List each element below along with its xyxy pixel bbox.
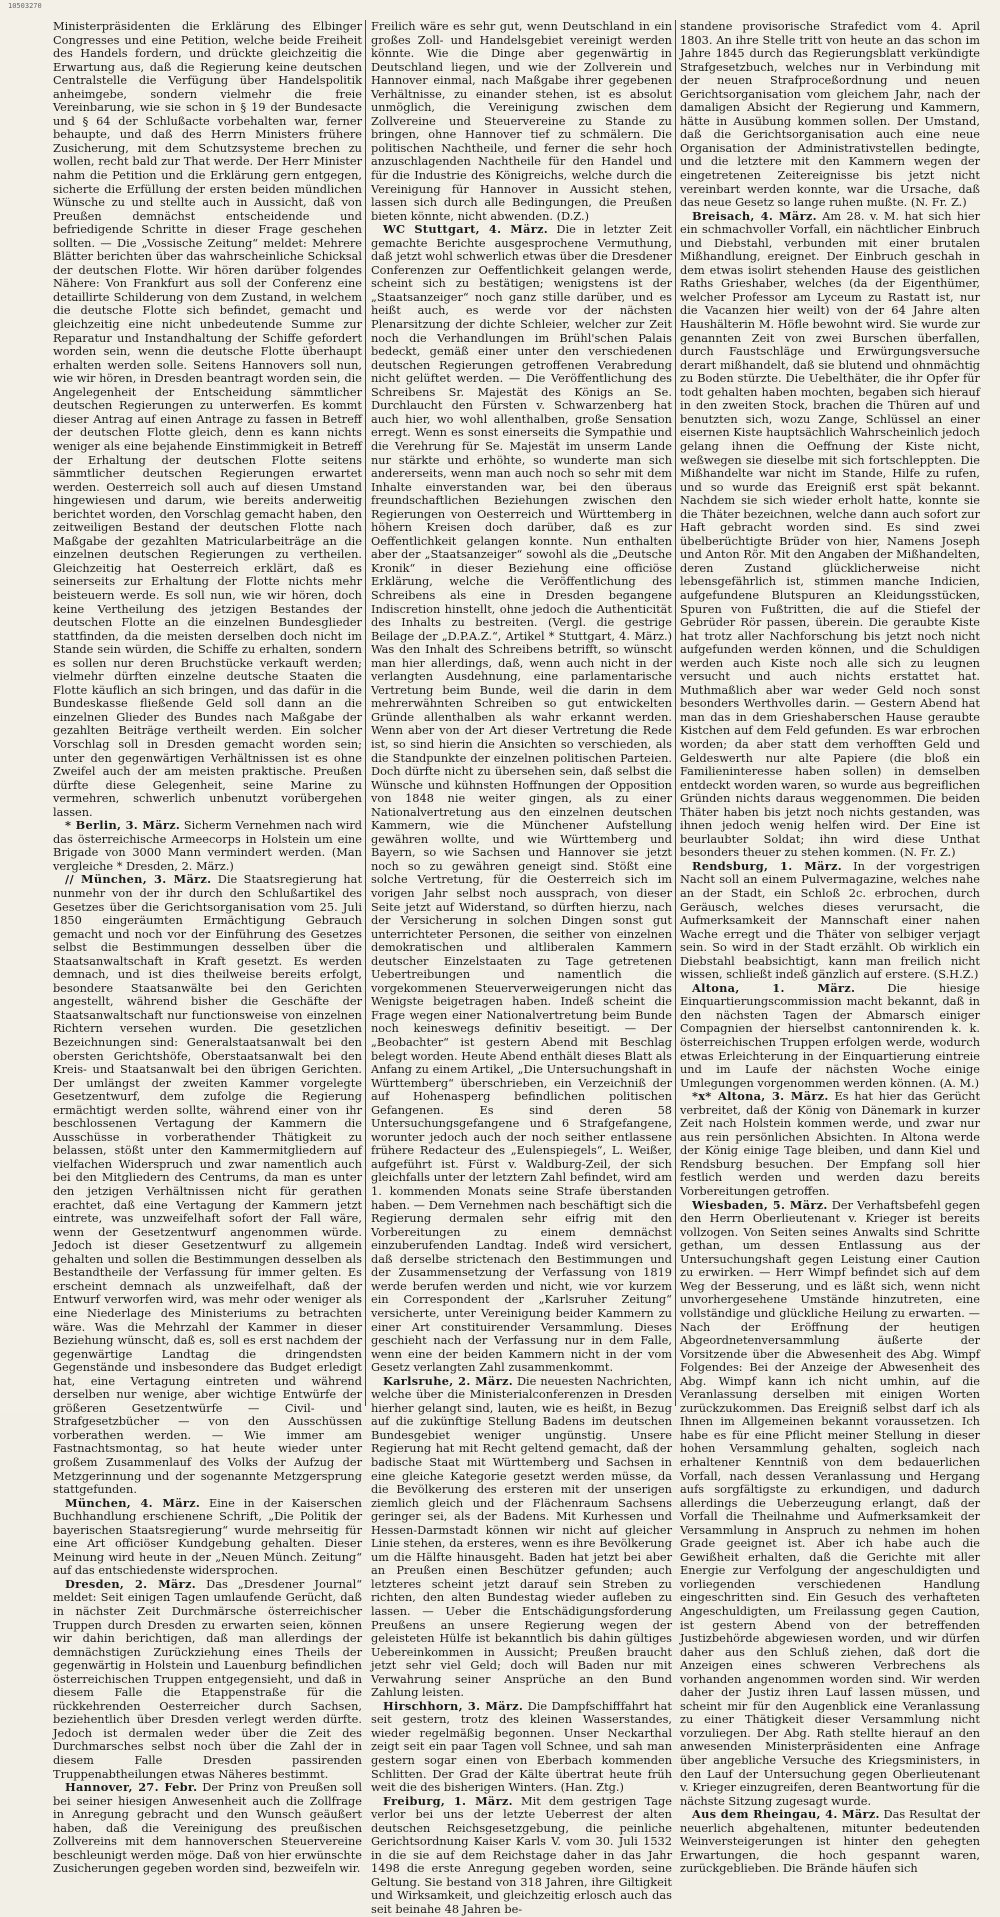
article-text: Die in letzter Zeit gemachte Berichte ausgesprochene Vermuthung, daß jetzt wohl schwerlich etwas über die Dresdener Conferenzen zur Oeffentlichkeit gelangen werde, scheint sich zu bestätigen; wenigstens ist der „Staatsanzeiger“ noch ganz stille darüber, und es heißt auch, es werde vor der nächsten Plenarsitzung der dichte Schleier, welcher zur Zeit noch die Verhandlungen im Brühl'schen Palais bedeckt, gemäß einer unter den verschiedenen deutschen Regierungen getroffenen Verabredung nicht gelüftet werden. — Die Veröffentlichung des Schreibens Sr. Majestät des Königs an Se. Durchlaucht den Fürsten v. Schwarzenberg hat auch hier, wo wohl allenthalben, große Sensation erregt. Wenn es sonst einerseits die Sympathie und die Verehrung für Se. Majestät im unserm Lande nur stärkte und erhöhte, so wunderte man sich andererseits, wenn man auch noch so sehr mit dem Inhalte einverstanden war, bei den überaus freundschaftlichen Beziehungen zwischen den Regierungen von Oesterreich und Württemberg in höhern Kreisen doch darüber, daß es zur Oeffentlichkeit gelangen konnte. Nun enthalten aber der „Staatsanzeiger“ sowohl als die „Deutsche Kronik“ in dieser Beziehung eine officiöse Erklärung, welche die Veröffentlichung des Schreibens als eine in Dresden begangene Indiscretion hinstellt, ohne jedoch die Authenticität des Inhalts zu bestreiten. (Vergl. die gestrige Beilage der „D.P.A.Z.“, Artikel * Stuttgart, 4. März.) Was den Inhalt des Schreibens betrifft, so wünscht man hier allerdings, daß, wenn auch nicht in der verlangten Ausdehnung, eine parlamentarische Vertretung beim Bunde, weil die darin in dem mehrerwähnten Schreiben so gut entwickelten Gründe allenthalben als wahr erkannt werden. Wenn aber von der Art dieser Vertretung die Rede ist, so sind hierin die Ansichten so verschieden, als die Standpunkte der einzelnen politischen Parteien. Doch dürfte nicht zu übersehen sein, daß selbst die Wünsche und kühnsten Hoffnungen der Opposition von 1848 nie weiter gingen, als zu einer Nationalvertretung aus den einzelnen deutschen Kammern, wie die Münchener Aufstellung gewähren wollte, und wie Württemberg und Bayern, so wie Sachsen und Hannover sie jetzt noch so zu gewähren geneigt sind. Stößt eine solche Vertretung, für die Oesterreich sich im vorigen Jahr selbst noch aussprach, von dieser Seite jetzt auf Widerstand, so dürften hierzu, nach der Versicherung in solchen Dingen sonst gut unterrichteter Personen, die seither von einzelnen demokratischen und altliberalen Kammern deutscher Einzelstaaten zu Tage getretenen Uebertreibungen und namentlich die vorgekommenen Steuerverweigerungen nicht das Wenigste beigetragen haben. Indeß scheint die Frage wegen einer Nationalvertretung beim Bunde noch keineswegs definitiv beseitigt. — Der „Beobachter“ ist gestern Abend mit Beschlag belegt worden. Heute Abend enthält dieses Blatt als Anfang zu einem Artikel, „Die Untersuchungshaft in Württemberg“ überschrieben, ein Verzeichniß der auf Hohenasperg befindlichen politischen Gefangenen. Es sind deren 58 Untersuchungsgefangene und 6 Strafgefangene, worunter jedoch auch der noch seither entlassene frühere Redacteur des „Eulenspiegels“, L. Weißer, aufgeführt ist. Fürst v. Waldburg-Zeil, der sich gleichfalls unter der letztern Zahl befindet, wird am 1. kommenden Monats seine Strafe überstanden haben. — Dem Vernehmen nach beschäftigt sich die Regierung dermalen sehr eifrig mit den Vorbereitungen zu einem demnächst einzuberufenden Landtag. Indeß wird versichert, daß derselbe strictenach den Bestimmungen und der Zusammensetzung der Verfassung von 1819 werde berufen werden und nicht, wie vor kurzem ein Correspondent der „Karlsruher Zeitung“ versicherte, unter Vereinigung beider Kammern zu einer Art constituirender Versammlung. Dieses geschieht nach der Verfassung nur in dem Falle, wenn eine der beiden Kammern nicht in der vom Gesetz verlangten Zahl zusammenkommt. [371, 222, 672, 1375]
article-paragraph [53, 1497, 362, 1578]
article-paragraph [371, 223, 672, 1374]
article-text: standene provisorische Strafedict vom 4. April 1803. An ihre Stelle tritt von heute an das schon im Jahre 1845 durch das Regierungsblatt verkündigte Strafgesetzbuch, welches nur in Verbindung mit der neuen Strafproceßordnung und neuen Gerichtsorganisation vom gleichem Jahr, nach der damaligen Absicht der Regierung und Kammern, hätte in Ausübung kommen sollen. Der Umstand, daß die Gerichtsorganisation auch eine neue Organisation der Administrativstellen bedingte, und die letztere mit den Kammern wegen der eingetretenen Zeitereignisse bis jetzt nicht vereinbart werden konnte, war die Ursache, daß das neue Gesetz so lange ruhen mußte. (N. Fr. Z.) [680, 19, 980, 210]
dateline: // München, 3. März. [65, 872, 212, 887]
article-text: Der Prinz von Preußen soll bei seiner hiesigen Anwesenheit auch die Zollfrage in Anregung gebracht und den Wunsch geäußert haben, daß die Vereinigung des preußischen Zollvereins mit dem hannoverschen Steuervereine beschleunigt werden möge. Daß von hier erwünschte Zusicherungen gegeben worden sind, bezweifeln wir. [53, 1780, 363, 1876]
dateline: Dresden, 2. März. [65, 1576, 196, 1591]
article-text: Das „Dresdener Journal“ meldet: Seit einigen Tagen umlaufende Gerücht, daß in nächster Zeit Durchmärsche österreichischer Truppen durch Dresden zu erwarten seien, können wir dahin berichtigen, daß man allerdings der demnächstigen Zurückziehung eines Theils der gegenwärtig in Holstein und Lauenburg befindlichen österreichischen Truppen entgegensieht, und daß in diesem Falle die Etappenstraße für die rückkehrenden Oesterreicher durch Sachsen, beziehentlich über Dresden verlegt werden dürfte. Jedoch ist dermalen weder über die Zeit des Durchmarsches selbst noch über die Zahl der in diesem Falle Dresden passirenden Truppenabtheilungen etwas Näheres bestimmt. [53, 1576, 362, 1781]
article-text: Es hat hier das Gerücht verbreitet, daß der König von Dänemark in kurzer Zeit nach Holstein kommen werde, und zwar nur aus rein persönlichen Absichten. In Altona werde der König einige Tage bleiben, und dann Kiel und Rendsburg besuchen. Der Empfang soll hier festlich werden und werden dazu bereits Vorbereitungen getroffen. [680, 1089, 981, 1199]
article-text: Eine in der Kaiserschen Buchhandlung erschienene Schrift, „Die Politik der bayerischen Staatsregierung“ wurde mehrseitig für eine Art officiöser Kundgebung gehalten. Dieser Meinung wird heute in der „Neuen Münch. Zeitung“ auf das entschiedenste widersprochen. [53, 1495, 362, 1578]
article-text: Ministerpräsidenten die Erklärung des Elbinger Congresses und eine Petition, welche beide Freiheit des Handels fordern, und drückte gleichzeitig die Erwartung aus, daß die Regierung keine deutschen Centralstelle die Verfügung über Handelspolitik anheimgebe, sondern vielmehr die freie Vereinbarung, wie sie schon in § 19 der Bundesacte und § 64 der Schlußacte vorbehalten war, ferner behaupte, und daß des Herrn Ministers frühere Zusicherung, mit dem Schutzsysteme brechen zu wollen, recht bald zur That werde. Der Herr Minister nahm die Petition und die Erklärung gern entgegen, sicherte die Erfüllung der ersten beiden mündlichen Wünsche zu und stellte auch in Aussicht, daß von Preußen demnächst entscheidende und befriedigende Schritte in dieser Frage geschehen sollten. — Die „Vossische Zeitung“ meldet: Mehrere Blätter berichten über das wahrscheinliche Schicksal der deutschen Flotte. Wir hören darüber folgendes Nähere: Von Frankfurt aus soll der Conferenz eine detaillirte Schilderung von dem Zustand, in welchem die deutsche Flotte sich befindet, gemacht und gleichzeitig eine nicht unbedeutende Summe zur Reparatur und Instandhaltung der Schiffe gefordert worden sein, wenn die deutsche Flotte überhaupt erhalten werden solle. Seitens Hannovers soll nun, wie wir hören, in Dresden beantragt worden sein, die Angelegenheit der Entscheidung sämmtlicher deutschen Regierungen zu unterwerfen. Es kommt dieser Antrag auf einen Antrage zu fassen in Betreff der deutschen Flotte gleich, denn es kann nichts weniger als eine bejahende Einstimmigkeit in Betreff der Erhaltung der deutschen Flotte seitens sämmtlicher deutschen Regierungen erwartet werden. Oesterreich soll auch auf diesen Umstand hingewiesen und darum, wie bereits anderweitig berichtet worden, den Vorschlag gemacht haben, den zeitweiligen Bestand der deutschen Flotte nach Maßgabe der gezahlten Matricularbeiträge an die einzelnen deutschen Regierungen zu vertheilen. Gleichzeitig hat Oesterreich erklärt, daß es seinerseits zur Erhaltung der Flotte nichts mehr beisteuern werde. Es soll nun, wie wir hören, doch keine Vertheilung des jetzigen Bestandes der deutschen Flotte an die einzelnen Bundesglieder stattfinden, da die meisten derselben doch nicht im Stande sein würden, die Schiffe zu erhalten, sondern es sollen nur deren Bruchstücke verkauft werden; vielmehr dürften einzelne deutsche Staaten die Flotte käuflich an sich bringen, und das dafür in die Bundeskasse fließende Geld soll dann an die einzelnen Glieder des Bundes nach Maßgabe der gezahlten Beiträge vertheilt werden. Ein solcher Vorschlag soll in Dresden gemacht worden sein; unter den gegenwärtigen Verhältnissen ist es ohne Zweifel auch der am meisten praktische. Preußen dürfte diese Gelegenheit, seine Marine zu vermehren, schwerlich unbenutzt vorübergehen lassen. [53, 19, 362, 819]
dateline: Breisach, 4. März. [692, 208, 817, 223]
column-rule [365, 20, 366, 1406]
dateline: Wiesbaden, 5. März. [692, 1197, 828, 1212]
article-paragraph [371, 1795, 672, 1917]
dateline: WC Stuttgart, 4. März. [383, 222, 549, 237]
dateline: Freiburg, 1. März. [383, 1793, 513, 1808]
column-rule [675, 20, 676, 1406]
dateline: Rendsburg, 1. März. [692, 858, 843, 873]
article-paragraph [680, 20, 980, 210]
article-paragraph [680, 1808, 980, 1876]
article-text: In der vorgestrigen Nacht soll an einem Pulvermagazine, welches nahe an der Stadt, ein Schloß 2c. erbrochen, durch Geräusch, welches dieses verursacht, die Aufmerksamkeit der Mannschaft einer nahen Wache erregt und die Thäter von selbiger verjagt sein. So wird in der Stadt erzählt. Ob wirklich ein Diebstahl beabsichtigt, kann man freilich nicht wissen, schließt indeß gänzlich auf erstere. (S.H.Z.) [680, 858, 980, 982]
article-text: Die hiesige Einquartierungscommission macht bekannt, daß in den nächsten Tagen der Abmarsch einiger Compagnien der hierselbst cantonnirenden k. k. österreichischen Truppen erfolgen werde, wodurch etwas Erleichterung in der Einquartierung eintreie und im Laufe der nächsten Woche einige Umlegungen vorgenommen werden können. (A. M.) [680, 980, 980, 1090]
article-text: Die Staatsregierung hat nunmehr von der ihr durch den Schlußartikel des Gesetzes über die Gerichtsorganisation vom 25. Juli 1850 eingeräumten Ermächtigung Gebrauch gemacht und noch vor der Einführung des Gesetzes selbst die Bestimmungen desselben über die Staatsanwaltschaft in Kraft gesetzt. Es werden demnach, und ist dies theilweise bereits erfolgt, besondere Staatsanwälte bei den Gerichten angestellt, während bisher die Geschäfte der Staatsanwaltschaft nur functionsweise von einzelnen Richtern versehen wurden. Die gesetzlichen Bezeichnungen sind: Generalstaatsanwalt bei den obersten Gerichtshöfe, Oberstaatsanwalt bei den Kreis- und Staatsanwalt bei den übrigen Gerichten. Der umlängst der zweiten Kammer vorgelegte Gesetzentwurf, dem zufolge die Regierung ermächtigt werden sollte, während einer von ihr beschlossenen Vertagung der Kammern die Ausschüsse in vorberathender Thätigkeit zu belassen, stößt unter den Kammermitgliedern auf vielfachen Widerspruch und zwar namentlich auch bei den Mitgliedern des Centrums, da man es unter den jetzigen Verhältnissen nicht für gerathen erachtet, daß eine Vertagung der Kammern jetzt eintrete, was unzweifelhaft sofort der Fall wäre, wenn der Gesetzentwurf angenommen würde. Jedoch ist dieser Gesetzentwurf zu allgemein gehalten und sollen die Bestimmungen desselben als Bestandtheile der Verfassung für immer gelten. Es erscheint demnach als unzweifelhaft, daß der Entwurf verworfen wird, was mehr oder weniger als eine Niederlage des Ministeriums zu betrachten wäre. Was die Mehrzahl der Kammer in dieser Beziehung wünscht, daß es, soll es erst nachdem der gegenwärtige Landtag die dringendsten Gegenstände und insbesondere das Budget erledigt hat, eine Vertagung eintreten und während derselben nur wenige, aber wichtige Entwürfe der größeren Gesetzentwürfe — Civil- und Strafgesetzbücher — von den Ausschüssen vorberathen werden. — Wie immer am Fastnachtsmontag, so hat heute wieder unter großem Zusammenlauf des Volks der Aufzug der Metzgerinnung und der sogenannte Metzgersprung stattgefunden. [53, 872, 362, 1497]
article-text: Die Dampfschifffahrt hat seit gestern, trotz des kleinen Wasserstandes, wieder regelmäßig begonnen. Unser Neckarthal zeigt seit ein paar Tagen voll Schnee, und sah man gestern sogar einen von Eberbach kommenden Schlitten. Der Grad der Kälte übertrat heute früh weit die des bisherigen Winters. (Han. Ztg.) [371, 1698, 672, 1795]
article-text: Mit dem gestrigen Tage verlor bei uns der letzte Ueberrest der alten deutschen Reichsgesetzgebung, die peinliche Gerichtsordnung Kaiser Karls V. vom 30. Juli 1532 in die sie auf dem Reichstage daher in das Jahr 1498 die erste Anregung gegeben worden, seine Geltung. Sie bestand von 318 Jahren, ihre Giltigkeit und Wirksamkeit, und gleichzeitig erlosch auch das seit beinahe 48 Jahren be- [371, 1793, 672, 1917]
column-2 [371, 19, 672, 1917]
dateline: Karlsruhe, 2. März. [383, 1373, 513, 1388]
dateline: Aus dem Rheingau, 4. März. [692, 1807, 880, 1822]
article-paragraph [371, 20, 672, 223]
article-paragraph [371, 1375, 672, 1700]
article-text: Das Resultat der neuerlich abgehaltenen, mitunter bedeutenden Weinversteigerungen ist hinter den gehegten Erwartungen, die hoch gespannt waren, zurückgeblieben. Die Brände häufen sich [680, 1807, 981, 1876]
article-paragraph [53, 1781, 362, 1876]
article-paragraph [53, 1578, 362, 1781]
article-paragraph [53, 819, 362, 873]
article-paragraph [680, 1090, 980, 1198]
column-1 [53, 19, 363, 1876]
dateline: * Berlin, 3. März. [65, 818, 181, 833]
article-paragraph [53, 873, 362, 1496]
article-text: Freilich wäre es sehr gut, wenn Deutschland in ein großes Zoll- und Handelsgebiet vereinigt werden könnte. Wie die Dinge aber gegenwärtig in Deutschland liegen, und wie der Zollverein und Hannover einmal, nach Maßgabe ihrer gegebenen Verhältnisse, zu einander stehen, ist es absolut unmöglich, die Vereinigung zwischen dem Zollvereine und Steuervereine zu Stande zu bringen, ohne Hannover tief zu schmälern. Die politischen Nachtheile, und ferner die sehr hoch anzuschlagenden Nachtheile für den Handel und für die Industrie des Königreichs, welche durch die Vereinigung für Hannover in Aussicht stehen, lassen sich durch alle Bedingungen, die Preußen bieten könnte, nicht abwenden. (D.Z.) [371, 19, 672, 223]
article-paragraph [680, 982, 980, 1090]
article-text: Am 28. v. M. hat sich hier ein schmachvoller Vorfall, ein nächtlicher Einbruch und Diebstahl, verbunden mit einer brutalen Mißhandlung, ereignet. Der Einbruch geschah in dem etwas isolirt stehenden Hause des geistlichen Raths Grieshaber, welches (da der Eigenthümer, welcher Professor am Lyceum zu Rastatt ist, nur die Vacanzen hier weilt) von der 64 Jahre alten Haushälterin M. Höfle bewohnt wird. Sie wurde zur genannten Zeit von zwei Burschen überfallen, durch Faustschläge und Erwürgungsversuche derart mißhandelt, daß sie blutend und ohnmächtig zu Boden stürzte. Die Uebelthäter, die ihr Opfer für todt gehalten haben mochten, begaben sich hierauf in den zweiten Stock, brachen die Thüren auf und benutzten sich, wozu Zange, Schlüssel an einer eisernen Kiste hauptsächlich Wahrscheinlich jedoch gelang ihnen die Oeffnung der Kiste nicht, weßwegen sie dieselbe mit sich fortschleppten. Die Mißhandelte war nicht im Stande, Hilfe zu rufen, und so wurde das Ereigniß erst spät bekannt. Nachdem sie sich wieder erholt hatte, konnte sie die Thäter bezeichnen, welche dann auch sofort zur Haft gebracht worden sind. Es sind zwei übelberüchtigte Brüder von hier, Namens Joseph und Anton Rör. Mit den Angaben der Mißhandelten, deren Zustand glücklicherweise nicht lebensgefährlich ist, stimmen manche Indicien, aufgefundene Blutspuren an Kleidungsstücken, Spuren von Fußtritten, die auf die Stiefel der Gebrüder Rör passen, überein. Die geraubte Kiste hat trotz aller Nachforschung bis jetzt noch nicht aufgefunden werden können, und die Schuldigen werden auch Kiste noch alle sich zu leugnen versucht und auch nichts erstattet hat. Muthmaßlich aber war weder Geld noch sonst besonders Werthvolles darin. — Gestern Abend hat man das in dem Grieshaberschen Hause geraubte Kistchen auf dem Feld gefunden. Es war erbrochen worden; da aber statt dem verhofften Geld und Geldeswerth nur alte Papiere (die bloß ein Familieninteresse haben sollen) in demselben entdeckt worden waren, so wurde aus begreiflichen Gründen nichts daraus weggenommen. Die beiden Thäter haben bis jetzt noch nichts gestanden, was ihnen jedoch wenig helfen wird. Der Eine ist beurlaubter Soldat; ihn wird diese Unthat besonders theuer zu stehen kommen. (N. Fr. Z.) [680, 208, 980, 860]
article-paragraph [680, 860, 980, 982]
scan-id: 10503270 [8, 2, 42, 10]
article-text: Der Verhaftsbefehl gegen den Herrn Oberlieutenant v. Krieger ist bereits vollzogen. Von Seiten seines Anwalts sind Schritte gethan, um dessen Entlassung aus der Untersuchungshaft gegen Leistung einer Caution zu erwirken. — Herr Wimpf befindet sich auf dem Weg der Besserung, und es läßt sich, wenn nicht unvorhergesehene Umstände hinzutreten, eine vollständige und glückliche Heilung zu erwarten. — Nach der Eröffnung der heutigen Abgeordnetenversammlung äußerte der Vorsitzende über die Abwesenheit des Abg. Wimpf Folgendes: Bei der Anzeige der Abwesenheit des Abg. Wimpf kann ich nicht umhin, auf die Veranlassung derselben mit einigen Worten zurückzukommen. Das Ereigniß selbst darf ich als Ihnen im Allgemeinen bekannt voraussetzen. Ich habe es für eine Pflicht meiner Stellung in dieser hohen Versammlung gehalten, sogleich nach erhaltener Kenntniß von dem bedauerlichen Vorfall, nach dessen Veranlassung und Hergang aufs sorgfältigste zu erkundigen, und dadurch allerdings die Ueberzeugung erlangt, daß der Vorfall die Theilnahme und Aufmerksamkeit der Versammlung in Anspruch zu nehmen im hohen Grade geeignet ist. Aber ich habe auch die Gewißheit erhalten, daß die Gerichte mit aller Energie zur Verfolgung der angeschuldigten und vorliegenden verschiedenen Handlung eingeschritten sind. Ein Gesuch des verhafteten Angeschuldigten, um Freilassung gegen Caution, ist gestern Abend von der betreffenden Justizbehörde abgewiesen worden, und wir dürfen daher aus den Schluß ziehen, daß dort die Anzeigen eines schweren Verbrechens als vorhanden angenommen worden sind. Wir werden daher der Justiz ihren Lauf lassen müssen, und scheint mir für den Augenblick eine Veranlassung zu einer Thätigkeit dieser Versammlung nicht vorzuliegen. Der Abg. Rath stellte hierauf an den anwesenden Ministerpräsidenten eine Anfrage über angebliche Versuche des Kriegsministers, in den Lauf der Untersuchung gegen Oberlieutenant v. Krieger einzugreifen, deren Beantwortung für die nächste Sitzung zugesagt wurde. [680, 1197, 981, 1808]
article-paragraph [680, 210, 980, 860]
dateline: Hirschhorn, 3. März. [383, 1698, 524, 1713]
dateline: Hannover, 27. Febr. [65, 1780, 198, 1795]
article-paragraph [680, 1199, 980, 1809]
dateline: *x* Altona, 3. März. [692, 1089, 829, 1104]
article-paragraph [53, 20, 362, 819]
column-3 [680, 19, 981, 1876]
article-paragraph [371, 1700, 672, 1795]
article-text: Sicherm Vernehmen nach wird das österreichische Armeecorps in Holstein um eine Brigade von 3000 Mann vermindert werden. (Man vergleiche * Dresden, 2. März.) [53, 818, 363, 873]
article-text: Die neuesten Nachrichten, welche über die Ministerialconferenzen in Dresden hierher gelangt sind, lauten, wie es heißt, in Bezug auf die zukünftige Stellung Badens im deutschen Bundesgebiet weniger ungünstig. Unsere Regierung hat mit Recht geltend gemacht, daß der badische Staat mit Württemberg und Sachsen in eine gleiche Kategorie gesetzt werden müsse, da die Bevölkerung des ersteren mit der unserigen ziemlich gleich und der Flächenraum Sachsens geringer sei, als der Badens. Mit Kurhessen und Hessen-Darmstadt können wir nicht auf gleicher Linie stehen, da ersteres, wenn es ihre Bevölkerung um die Hälfte hinausgeht. Baden hat jetzt bei aber an Preußen einen Beschützer gefunden; auch letzteres scheint jetzt darauf sein Streben zu richten, den alten Bundestag wieder aufleben zu lassen. — Ueber die Entschädigungsforderung Preußens an unsere Regierung wegen der geleisteten Hülfe ist bekanntlich bis dahin gültiges Uebereinkommen in Aussicht; Preußen braucht jetzt sehr viel Geld; doch will Baden nur mit Verwahrung seiner Ansprüche an den Bund Zahlung leisten. [371, 1373, 672, 1700]
dateline: Altona, 1. März. [692, 980, 856, 995]
dateline: München, 4. März. [65, 1495, 201, 1510]
